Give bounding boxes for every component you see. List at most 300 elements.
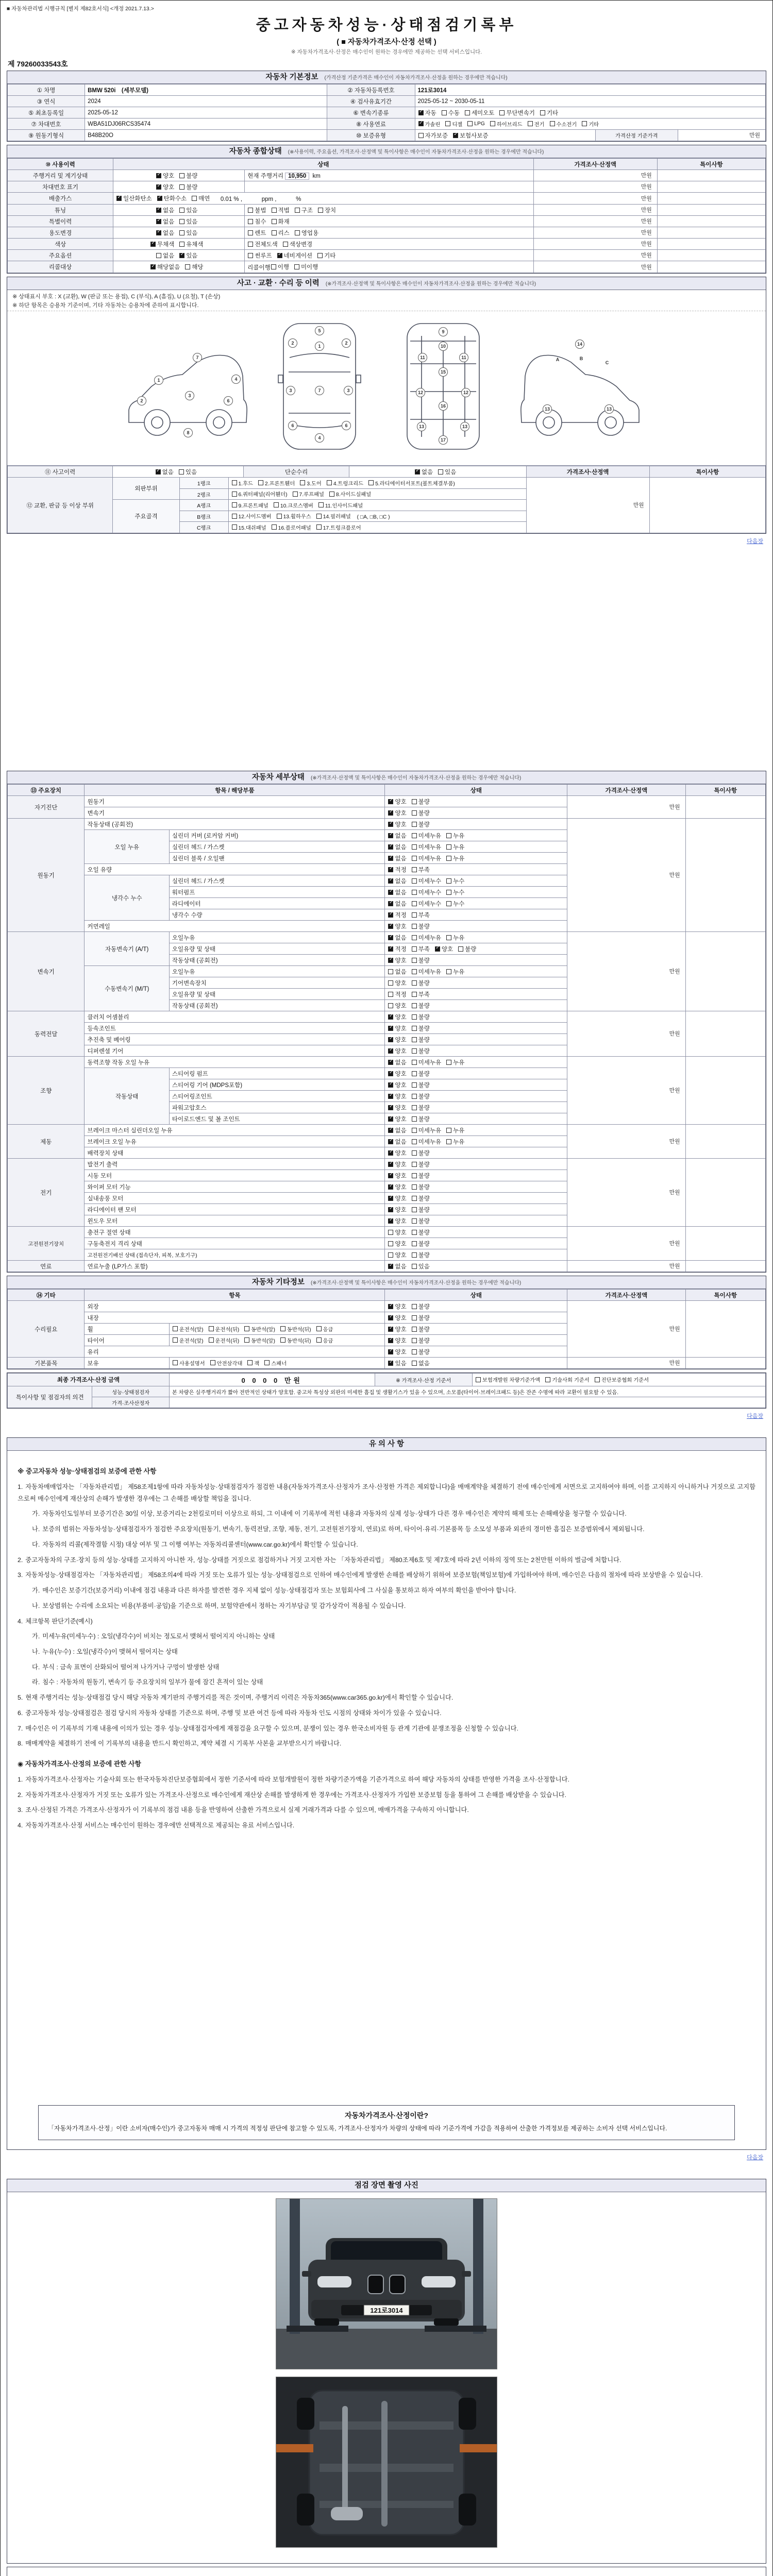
- cell: [678, 130, 765, 141]
- checkbox-없음[interactable]: ✓ 없음: [388, 1126, 406, 1134]
- checkbox-양호[interactable]: ✓ 양호: [388, 1160, 406, 1168]
- text: 만원: [641, 230, 652, 236]
- cell: [472, 1374, 765, 1386]
- checkbox-미이행[interactable]: 미이행: [294, 263, 318, 271]
- checkbox-미세누유[interactable]: 미세누유: [412, 1058, 441, 1066]
- checkbox-이행[interactable]: 이행: [271, 263, 289, 271]
- checkbox-15.대쉬패널[interactable]: 15.대쉬패널: [232, 523, 266, 531]
- cell: [327, 130, 415, 141]
- checkbox-2.프론트휀더[interactable]: 2.프론트휀더: [258, 479, 295, 487]
- checkbox-불량[interactable]: 불량: [412, 1092, 430, 1100]
- checkbox-5.라디에이터서포트(볼트체결부품)[interactable]: 5.라디에이터서포트(볼트체결부품): [368, 479, 455, 487]
- text: 오일 누유: [114, 844, 140, 851]
- cell: [385, 1011, 567, 1023]
- column-header: [526, 466, 649, 478]
- checkbox-기타[interactable]: 기타: [317, 251, 335, 260]
- checkbox-자동[interactable]: ✓ 자동: [418, 109, 436, 117]
- diagram-part-number: 12: [463, 390, 469, 396]
- checkbox-미세누유[interactable]: 미세누유: [412, 1126, 441, 1134]
- checkbox-양호[interactable]: ✓ 양호: [388, 1149, 406, 1157]
- cell: [169, 1068, 385, 1079]
- notice-item-text: 보증의 범위는 자동차성능·상태점검자가 점검한 주요장치(원동기, 변속기, 동력전달, 조향, 제동, 전기, 고전원전기장치, 연료)로 하며, 타이어·유리·기본품목 등 소모성 부품과 외관의 경미한 흠집은 보증범위에서 제외됩니다.: [42, 1526, 645, 1533]
- checkbox-수동[interactable]: 수동: [442, 109, 460, 117]
- checkbox-양호[interactable]: 양호: [388, 1251, 406, 1259]
- checkbox-미세누유[interactable]: 미세누유: [412, 968, 441, 976]
- checkbox-불량[interactable]: 불량: [412, 1228, 430, 1236]
- checkbox-양호[interactable]: ✓ 양호: [388, 1047, 406, 1055]
- checkbox-불량[interactable]: 불량: [412, 1336, 430, 1345]
- checkbox-화재[interactable]: 화재: [272, 217, 290, 226]
- checkbox-유채색[interactable]: 유채색: [179, 240, 203, 248]
- cell: [8, 130, 85, 141]
- checkbox-누유[interactable]: 누유: [446, 968, 464, 976]
- checkbox-동반석(뒤)[interactable]: 동반석(뒤): [280, 1336, 311, 1344]
- cell: [85, 84, 327, 96]
- cell: [8, 118, 85, 130]
- checkbox-침수[interactable]: 침수: [248, 217, 266, 226]
- checkbox-진단보증협회 기준서[interactable]: 진단보증협회 기준서: [595, 1376, 649, 1383]
- checkbox-양호[interactable]: ✓ 양호: [388, 1115, 406, 1123]
- checkbox-동반석(앞)[interactable]: 동반석(앞): [244, 1336, 275, 1344]
- checkbox-리스[interactable]: 리스: [272, 229, 290, 237]
- checkbox-일산화탄소[interactable]: ✓ 일산화탄소: [116, 194, 152, 202]
- next-page-link[interactable]: 다음장: [747, 538, 763, 545]
- checkbox-6.쿼터패널(리어휀더)[interactable]: 6.쿼터패널(리어휀더): [232, 490, 288, 498]
- diagram-part-number: 2: [140, 398, 143, 404]
- checkbox-양호[interactable]: ✓ 양호: [388, 1325, 406, 1333]
- checkbox-미세누수[interactable]: 미세누수: [412, 888, 441, 896]
- checkbox-불량[interactable]: 불량: [412, 1314, 430, 1322]
- checkbox-불량[interactable]: 불량: [412, 1183, 430, 1191]
- checkbox-불량[interactable]: 불량: [412, 1013, 430, 1021]
- checkbox-불량[interactable]: 불량: [412, 798, 430, 806]
- page-subtitle-note: ※ 자동차가격조사·산정은 매수인이 원하는 경우에만 제공하는 선택 서비스입니다.: [291, 49, 482, 55]
- cell: [327, 107, 415, 118]
- checkbox-없음[interactable]: ✓ 없음: [388, 900, 406, 908]
- checkbox-불량[interactable]: 불량: [179, 172, 197, 180]
- cell: [8, 1386, 92, 1408]
- cell: [8, 796, 85, 819]
- checkbox-양호[interactable]: ✓ 양호: [388, 1070, 406, 1078]
- checkbox-양호[interactable]: ✓ 양호: [388, 1217, 406, 1225]
- diagram-part-number: 4: [234, 377, 238, 382]
- checkbox-스패너[interactable]: 스패너: [264, 1359, 287, 1367]
- checkbox-양호[interactable]: ✓ 양호: [388, 922, 406, 930]
- checkbox-없음[interactable]: ✓ 없음: [388, 1262, 406, 1270]
- checkbox-불량[interactable]: 불량: [412, 1302, 430, 1311]
- checkbox-양호[interactable]: ✓ 양호: [388, 956, 406, 964]
- checkbox-양호[interactable]: ✓ 양호: [388, 1092, 406, 1100]
- checkbox-응급[interactable]: 응급: [316, 1325, 333, 1333]
- checkbox-있음[interactable]: 있음: [179, 217, 197, 226]
- text: 특이사항: [714, 787, 737, 794]
- checkbox-양호[interactable]: 양호: [388, 1240, 406, 1248]
- notice-section-title: [18, 1758, 755, 1770]
- checkbox-동반석(뒤)[interactable]: 동반석(뒤): [280, 1325, 311, 1333]
- text: ⑧ 사용연료: [356, 121, 386, 128]
- checkbox-불량[interactable]: 불량: [412, 1325, 430, 1333]
- checkbox-미세누유[interactable]: 미세누유: [412, 934, 441, 942]
- cell: [8, 1159, 85, 1227]
- checkbox-누유[interactable]: 누유: [446, 854, 464, 862]
- cell: [8, 193, 113, 205]
- text: 가격·조사산정자: [112, 1400, 150, 1406]
- checkbox-없음[interactable]: 없음: [156, 251, 174, 260]
- checkbox-구조[interactable]: 구조: [295, 206, 313, 214]
- checkbox-누유[interactable]: 누유: [446, 832, 464, 840]
- checkbox-불법[interactable]: 불법: [248, 206, 266, 214]
- diagram-part-number: 2: [291, 341, 294, 346]
- checkbox-색상변경[interactable]: 색상변경: [283, 240, 312, 248]
- checkbox-없음[interactable]: ✓ 없음: [388, 934, 406, 942]
- checkbox-수소전기[interactable]: 수소전기: [550, 120, 577, 128]
- checkbox-누수[interactable]: 누수: [446, 900, 464, 908]
- checkbox-탄화수소[interactable]: ✓ 탄화수소: [157, 194, 187, 202]
- checkbox-없음[interactable]: ✓ 없음: [388, 843, 406, 851]
- diagram-part-number: 5: [318, 328, 321, 334]
- checkbox-해당[interactable]: 해당: [185, 263, 203, 271]
- checkbox-응급[interactable]: 응급: [316, 1336, 333, 1344]
- cell: [385, 1091, 567, 1102]
- cell: [657, 216, 765, 227]
- cell: [113, 227, 245, 239]
- checkbox-누유[interactable]: 누유: [446, 1126, 464, 1134]
- notice-item-text: 매수인은 이 기록부의 기재 내용에 이의가 있는 경우 성능·상태점검자에게 재점검을 요구할 수 있으며, 분쟁이 있는 경우 한국소비자원 등 관계 기관에 분쟁조정을 신청할 수 있습니다.: [25, 1724, 518, 1732]
- checkbox-기술사회 기준서[interactable]: 기술사회 기준서: [545, 1376, 590, 1383]
- checkbox-불량[interactable]: 불량: [412, 1240, 430, 1248]
- checkbox-있음[interactable]: 있음: [179, 206, 197, 214]
- checkbox-양호[interactable]: ✓ 양호: [388, 1336, 406, 1345]
- checkbox-불량[interactable]: 불량: [412, 922, 430, 930]
- checkbox-기타[interactable]: 기타: [540, 109, 558, 117]
- column-header: [8, 159, 113, 170]
- checkbox-미세누수[interactable]: 미세누수: [412, 900, 441, 908]
- checkbox-12.사이드멤버[interactable]: 12.사이드멤버: [232, 512, 272, 520]
- checkbox-있음[interactable]: 있음: [179, 468, 197, 476]
- text: 기본품목: [35, 1360, 58, 1367]
- checkbox-불량[interactable]: 불량: [412, 820, 430, 828]
- checkbox-디젤[interactable]: 디젤: [445, 120, 462, 128]
- text: 만원: [669, 1139, 680, 1145]
- checkbox-보험개발원 차량기준가액[interactable]: 보험개발원 차량기준가액: [476, 1376, 540, 1383]
- section-detailed-condition: [7, 771, 766, 1273]
- section-etc-note: (※가격조사·산정액 및 특이사항은 매수인이 자동차가격조사·산정을 원하는 경우에만 적습니다): [310, 1280, 522, 1286]
- checkbox-양호[interactable]: ✓ 양호: [388, 1104, 406, 1112]
- checkbox-불량[interactable]: 불량: [412, 1047, 430, 1055]
- checkbox-전기[interactable]: 전기: [528, 120, 545, 128]
- cell: [245, 227, 533, 239]
- checkbox-적정[interactable]: ✓ 적정: [388, 945, 406, 953]
- text: A랭크: [197, 503, 211, 510]
- checkbox-양호[interactable]: ✓ 양호: [388, 1013, 406, 1021]
- checkbox-양호[interactable]: ✓ 양호: [388, 820, 406, 828]
- checkbox-불량[interactable]: 불량: [412, 1104, 430, 1112]
- section-accident-note: (※가격조사·산정액 및 특이사항은 매수인이 자동차가격조사·산정을 원하는 경우에만 적습니다): [325, 281, 536, 287]
- checkbox-불량[interactable]: 불량: [412, 956, 430, 964]
- checkbox-있음[interactable]: 있음: [179, 229, 197, 237]
- checkbox-누수[interactable]: 누수: [446, 888, 464, 896]
- checkbox-미세누유[interactable]: 미세누유: [412, 1138, 441, 1146]
- checkbox-양호[interactable]: ✓ 양호: [156, 183, 174, 191]
- checkbox-미세누수[interactable]: 미세누수: [412, 877, 441, 885]
- checkbox-적정[interactable]: 적정: [388, 990, 406, 998]
- cell: [385, 1023, 567, 1034]
- checkbox-장치[interactable]: 장치: [318, 206, 336, 214]
- checkbox-해당없음[interactable]: ✓ 해당없음: [150, 263, 180, 271]
- text: ⑭ 기타: [36, 1292, 56, 1299]
- checkbox-양호[interactable]: ✓ 양호: [388, 1172, 406, 1180]
- text: 외판부위: [135, 486, 158, 493]
- column-header: [8, 785, 85, 796]
- text: (세부모델): [115, 87, 149, 94]
- checkbox-불량[interactable]: 불량: [412, 1036, 430, 1044]
- checkbox-4.트렁크리드[interactable]: 4.트렁크리드: [327, 479, 363, 487]
- text: 리콜이행: [247, 264, 271, 271]
- checkbox-없음[interactable]: ✓ 없음: [156, 217, 174, 226]
- notice-item-text: 자동차가격조사·산정자는 기술사회 또는 한국자동차진단보증협회에서 정한 기준서에 따라 보험개발원이 정한 차량기준가액을 기준가격으로 하여 해당 자동차의 상태를 반영한 가격을 조사·산정합니다.: [25, 1775, 569, 1783]
- underbody-photo-icon: [276, 2377, 497, 2547]
- cell: [169, 1000, 385, 1011]
- notice-item: [18, 1738, 755, 1750]
- checkbox-하이브리드[interactable]: 하이브리드: [490, 120, 523, 128]
- diagram-part-number: A: [556, 357, 560, 363]
- checkbox-양호[interactable]: ✓ 양호: [388, 1302, 406, 1311]
- checkbox-없음[interactable]: ✓ 없음: [388, 832, 406, 840]
- checkbox-3.도어[interactable]: 3.도어: [300, 479, 321, 487]
- text: 작동상태: [115, 1093, 139, 1100]
- checkbox-불량[interactable]: 불량: [412, 1194, 430, 1202]
- checkbox-양호[interactable]: 양호: [388, 1002, 406, 1010]
- checkbox-보험사보증[interactable]: ✓ 보험사보증: [453, 131, 489, 140]
- checkbox-양호[interactable]: 양호: [388, 1228, 406, 1236]
- text: 등속조인트: [87, 1025, 116, 1032]
- text: ③ 연식: [37, 98, 56, 105]
- checkbox-불량[interactable]: 불량: [412, 1251, 430, 1259]
- checkbox-양호[interactable]: ✓ 양호: [388, 1024, 406, 1032]
- checkbox-불량[interactable]: 불량: [412, 1172, 430, 1180]
- cell: [179, 478, 228, 489]
- checkbox-양호[interactable]: ✓ 양호: [388, 1036, 406, 1044]
- cell: [113, 216, 245, 227]
- cell: [85, 1358, 169, 1369]
- checkbox-영업용[interactable]: 영업용: [295, 229, 318, 237]
- checkbox-사용설명서[interactable]: 사용설명서: [173, 1359, 205, 1367]
- checkbox-양호[interactable]: ✓ 양호: [388, 1314, 406, 1322]
- cell: [567, 1057, 685, 1125]
- checkbox-적정[interactable]: ✓ 적정: [388, 911, 406, 919]
- checkbox-1.후드[interactable]: 1.후드: [232, 479, 253, 487]
- checkbox-누유[interactable]: 누유: [446, 1138, 464, 1146]
- checkbox-동반석(앞)[interactable]: 동반석(앞): [244, 1325, 275, 1333]
- checkbox-안전삼각대[interactable]: 안전삼각대: [210, 1359, 243, 1367]
- column-header: [8, 1290, 85, 1301]
- checkbox-누유[interactable]: 누유: [446, 843, 464, 851]
- text: 실내송풍 모터: [87, 1195, 124, 1202]
- notice-item-number: 4.: [18, 1617, 23, 1625]
- text: 만원: [633, 502, 644, 509]
- section-basic-info: [7, 71, 766, 142]
- checkbox-부족[interactable]: 부족: [412, 911, 430, 919]
- text: ⑩ 보증유형: [356, 132, 386, 139]
- cell: [228, 488, 526, 500]
- checkbox-양호[interactable]: ✓ 양호: [388, 1348, 406, 1356]
- text: 최종 가격조사·산정 금액: [57, 1377, 120, 1384]
- cell: [85, 864, 385, 875]
- checkbox-없음[interactable]: ✓ 없음: [388, 888, 406, 896]
- checkbox-불량[interactable]: 불량: [412, 1206, 430, 1214]
- checkbox-전체도색[interactable]: 전체도색: [248, 240, 277, 248]
- checkbox-불량[interactable]: 불량: [412, 1115, 430, 1123]
- text: 주요골격: [135, 514, 158, 520]
- text: 고전원전기장치: [28, 1242, 64, 1247]
- checkbox-양호[interactable]: ✓ 양호: [156, 172, 174, 180]
- checkbox-없음[interactable]: ✓ 없음: [388, 854, 406, 862]
- checkbox-없음[interactable]: ✓ 없음: [415, 468, 433, 476]
- checkbox-7.루프패널[interactable]: 7.루프패널: [293, 490, 324, 498]
- checkbox-11.인사이드패널[interactable]: 11.인사이드패널: [318, 501, 363, 509]
- checkbox-미세누유[interactable]: 미세누유: [412, 843, 441, 851]
- text: 오일누유: [172, 969, 195, 975]
- checkbox-부족[interactable]: 부족: [412, 866, 430, 874]
- checkbox-렌트[interactable]: 렌트: [248, 229, 266, 237]
- checkbox-누유[interactable]: 누유: [446, 934, 464, 942]
- checkbox-불량[interactable]: 불량: [412, 1024, 430, 1032]
- checkbox-10.크로스멤버[interactable]: 10.크로스멤버: [274, 501, 313, 509]
- checkbox-불량[interactable]: 불량: [412, 1217, 430, 1225]
- text: C랭크: [197, 526, 211, 532]
- checkbox-있음[interactable]: 있음: [412, 1262, 430, 1270]
- checkbox-세미오토[interactable]: 세미오토: [465, 109, 494, 117]
- checkbox-불량[interactable]: 불량: [412, 1160, 430, 1168]
- checkbox-부족[interactable]: 부족: [412, 945, 430, 953]
- checkbox-있음[interactable]: ✓ 있음: [388, 1359, 406, 1367]
- cell: [85, 1011, 385, 1023]
- checkbox-불량[interactable]: 불량: [412, 809, 430, 817]
- section-photos: [7, 2179, 766, 2564]
- text: 제동: [40, 1139, 52, 1145]
- checkbox-양호[interactable]: ✓ 양호: [388, 1206, 406, 1214]
- next-page-link[interactable]: 다음장: [747, 2154, 763, 2161]
- cell: [85, 796, 385, 807]
- text: ⑥ 변속기종류: [353, 110, 389, 116]
- checkbox-없음[interactable]: ✓ 없음: [388, 1138, 406, 1146]
- checkbox-없음[interactable]: ✓ 없음: [156, 206, 174, 214]
- checkbox-불량[interactable]: 불량: [412, 1081, 430, 1089]
- checkbox-불량[interactable]: 불량: [458, 945, 476, 953]
- checkbox-양호[interactable]: ✓ 양호: [388, 809, 406, 817]
- checkbox-불량[interactable]: 불량: [412, 1149, 430, 1157]
- checkbox-없음[interactable]: 없음: [388, 968, 406, 976]
- checkbox-불량[interactable]: 불량: [412, 1002, 430, 1010]
- checkbox-양호[interactable]: ✓ 양호: [388, 1081, 406, 1089]
- checkbox-가솔린[interactable]: ✓ 가솔린: [418, 120, 441, 128]
- checkbox-불량[interactable]: 불량: [412, 1070, 430, 1078]
- text: 배출가스: [48, 196, 72, 202]
- checkbox-무채색[interactable]: ✓ 무채색: [150, 240, 174, 248]
- checkbox-8.사이드실패널[interactable]: 8.사이드실패널: [329, 490, 371, 498]
- text: 전기: [40, 1190, 52, 1196]
- section-detail-header: [7, 771, 766, 784]
- checkbox-양호[interactable]: ✓ 양호: [388, 798, 406, 806]
- text: 원동기: [37, 872, 55, 879]
- text: 항목: [229, 1292, 241, 1299]
- checkbox-17.트렁크플로어[interactable]: 17.트렁크플로어: [316, 523, 361, 531]
- checkbox-누수[interactable]: 누수: [446, 877, 464, 885]
- checkbox-없음[interactable]: 없음: [412, 1359, 430, 1367]
- checkbox-있음[interactable]: ✓ 있음: [179, 251, 197, 260]
- cell: [567, 1011, 685, 1057]
- checkbox-매연[interactable]: 매연: [192, 194, 210, 202]
- section-overall-condition: [7, 145, 766, 274]
- cell: [169, 955, 385, 966]
- checkbox-잭[interactable]: 잭: [247, 1359, 259, 1367]
- checkbox-불량[interactable]: 불량: [412, 979, 430, 987]
- checkbox-누유[interactable]: 누유: [446, 1058, 464, 1066]
- text: 라디에이터 팬 모터: [87, 1207, 137, 1213]
- checkbox-미세누유[interactable]: 미세누유: [412, 854, 441, 862]
- checkbox-부족[interactable]: 부족: [412, 990, 430, 998]
- checkbox-양호[interactable]: 양호: [388, 979, 406, 987]
- checkbox-있음[interactable]: 있음: [438, 468, 456, 476]
- cell: [85, 1068, 169, 1125]
- legend-line-1: ※ 상태표시 부호 : X (교환), W (판금 또는 용접), C (부식), A (흠집), U (요철), T (손상): [12, 294, 221, 300]
- checkbox-없음[interactable]: ✓ 없음: [156, 229, 174, 237]
- cell: [169, 1386, 765, 1397]
- checkbox-운전석(앞)[interactable]: 운전석(앞): [173, 1336, 204, 1344]
- checkbox-14.필러패널[interactable]: 14.필러패널: [316, 512, 351, 520]
- checkbox-LPG[interactable]: LPG: [467, 121, 485, 127]
- text: 가격조사·산정액: [605, 1292, 648, 1299]
- text: 실린더 커버 (로커암 커버): [172, 833, 239, 839]
- checkbox-운전석(뒤)[interactable]: 운전석(뒤): [209, 1336, 240, 1344]
- checkbox-기타[interactable]: 기타: [582, 120, 599, 128]
- definition-text: 「자동차가격조사·산정」이란 소비자(매수인)가 중고자동차 매매 시 가격의 적정성 판단에 참고할 수 있도록, 가격조사·산정자가 차량의 상태에 따라 기준가격에 가감을 적용하여 산출한 가격정보를 제공하는 소비자 선택 서비스입니다.: [48, 2125, 667, 2132]
- checkbox-자가보증[interactable]: 자가보증: [418, 131, 448, 140]
- notice-item-text: 부식 : 금속 표면이 산화되어 떨어져 나가거나 구멍이 발생한 상태: [42, 1663, 220, 1671]
- checkbox-적법[interactable]: 적법: [272, 206, 290, 214]
- cell: [8, 1011, 85, 1057]
- checkbox-미세누유[interactable]: 미세누유: [412, 832, 441, 840]
- checkbox-썬루프[interactable]: 썬루프: [248, 251, 272, 260]
- checkbox-16.플로어패널[interactable]: 16.플로어패널: [272, 523, 311, 531]
- checkbox-없음[interactable]: ✓ 없음: [388, 1058, 406, 1066]
- checkbox-운전석(뒤)[interactable]: 운전석(뒤): [209, 1325, 240, 1333]
- checkbox-13.휠하우스[interactable]: 13.휠하우스: [277, 512, 311, 520]
- checkbox-무단변속기[interactable]: 무단변속기: [499, 109, 535, 117]
- cell: [567, 1227, 685, 1261]
- checkbox-양호[interactable]: ✓ 양호: [388, 1183, 406, 1191]
- checkbox-네비게이션[interactable]: ✓ 네비게이션: [277, 251, 313, 260]
- text: 차대번호 표기: [42, 184, 78, 191]
- checkbox-없음[interactable]: ✓ 없음: [388, 877, 406, 885]
- cell: [685, 932, 766, 1011]
- cell: [85, 1034, 385, 1045]
- checkbox-9.프론트패널[interactable]: 9.프론트패널: [232, 501, 268, 509]
- checkbox-불량[interactable]: 불량: [412, 1348, 430, 1356]
- checkbox-불량[interactable]: 불량: [179, 183, 197, 191]
- text: WBA51DJ06RCS35474: [88, 121, 151, 127]
- cell: [685, 1125, 766, 1159]
- checkbox-적정[interactable]: ✓ 적정: [388, 866, 406, 874]
- checkbox-운전석(앞)[interactable]: 운전석(앞): [173, 1325, 204, 1333]
- next-page-link[interactable]: 다음장: [747, 1413, 763, 1420]
- checkbox-없음[interactable]: ✓ 없음: [156, 468, 174, 476]
- text: 항목 / 해당부품: [215, 787, 255, 794]
- section-etc-info: [7, 1276, 766, 1369]
- cell: [85, 830, 169, 864]
- checkbox-양호[interactable]: ✓ 양호: [435, 945, 453, 953]
- checkbox-양호[interactable]: ✓ 양호: [388, 1194, 406, 1202]
